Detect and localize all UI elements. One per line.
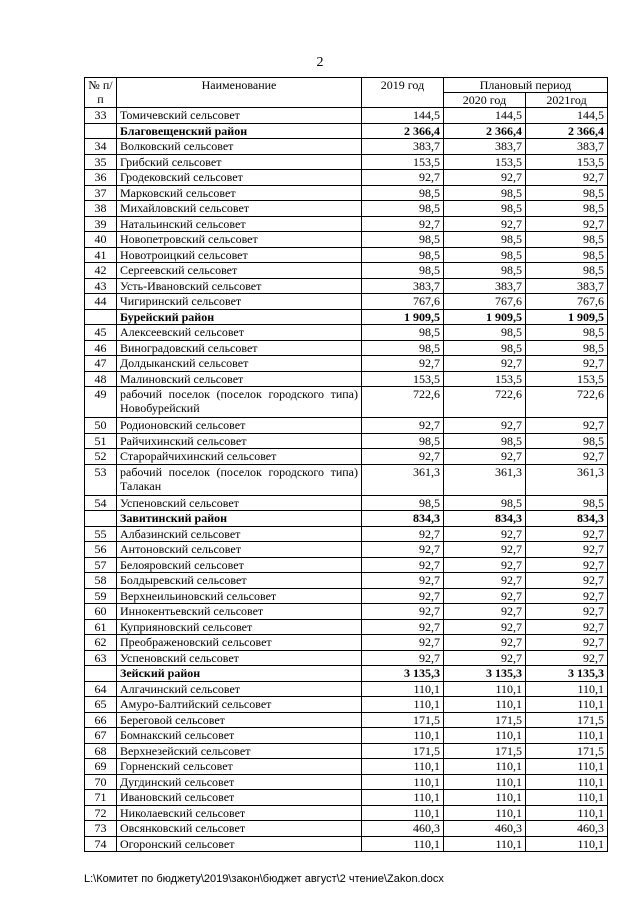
- row-number: 39: [85, 216, 117, 232]
- table-row: [85, 712, 608, 728]
- value-2019: 2 366,4: [362, 123, 444, 139]
- value-2020: 460,3: [444, 821, 526, 837]
- table-row: [85, 263, 608, 279]
- value-2019: 383,7: [362, 278, 444, 294]
- value-2021: 1 909,5: [526, 309, 608, 325]
- value-2020: 92,7: [444, 604, 526, 620]
- table-row: [85, 697, 608, 713]
- table-row: [85, 619, 608, 635]
- settlement-name: Чигиринский сельсовет: [117, 294, 362, 310]
- settlement-name: Марковский сельсовет: [117, 185, 362, 201]
- value-2021: 767,6: [526, 294, 608, 310]
- value-2019: 92,7: [362, 542, 444, 558]
- settlement-name: Волковский сельсовет: [117, 139, 362, 155]
- row-number: 38: [85, 201, 117, 217]
- row-number: 43: [85, 278, 117, 294]
- value-2020: 722,6: [444, 387, 526, 418]
- row-number: 45: [85, 325, 117, 341]
- table-row: [85, 743, 608, 759]
- row-number: 72: [85, 805, 117, 821]
- value-2019: 98,5: [362, 232, 444, 248]
- value-2019: 92,7: [362, 635, 444, 651]
- district-name: Завитинский район: [117, 511, 362, 527]
- value-2019: 1 909,5: [362, 309, 444, 325]
- value-2019: 98,5: [362, 185, 444, 201]
- settlement-name: Малиновский сельсовет: [117, 371, 362, 387]
- value-2021: 92,7: [526, 588, 608, 604]
- row-number: 41: [85, 247, 117, 263]
- row-number: 34: [85, 139, 117, 155]
- value-2021: 92,7: [526, 557, 608, 573]
- table-row: [85, 185, 608, 201]
- value-2021: 110,1: [526, 805, 608, 821]
- settlement-name: Дугдинский сельсовет: [117, 774, 362, 790]
- table-row: [85, 635, 608, 651]
- settlement-name: Амуро-Балтийский сельсовет: [117, 697, 362, 713]
- table-row: [85, 464, 608, 495]
- value-2020: 110,1: [444, 836, 526, 852]
- settlement-name: рабочий поселок (поселок городского типа) Новобурейский: [117, 387, 362, 418]
- value-2019: 98,5: [362, 325, 444, 341]
- value-2021: 383,7: [526, 139, 608, 155]
- settlement-name: Огоронский сельсовет: [117, 836, 362, 852]
- value-2021: 92,7: [526, 449, 608, 465]
- row-number: 66: [85, 712, 117, 728]
- table-row: [85, 201, 608, 217]
- table-row: [85, 139, 608, 155]
- settlement-name: Успеновский сельсовет: [117, 495, 362, 511]
- value-2020: 110,1: [444, 681, 526, 697]
- header-2019: 2019 год: [362, 78, 444, 108]
- value-2021: 92,7: [526, 216, 608, 232]
- table-row: [85, 170, 608, 186]
- settlement-name: рабочий поселок (поселок городского типа) Талакан: [117, 464, 362, 495]
- settlement-name: Бомнакский сельсовет: [117, 728, 362, 744]
- value-2021: 110,1: [526, 728, 608, 744]
- value-2021: 92,7: [526, 604, 608, 620]
- value-2020: 92,7: [444, 356, 526, 372]
- value-2019: 460,3: [362, 821, 444, 837]
- value-2019: 171,5: [362, 743, 444, 759]
- row-number: [85, 511, 117, 527]
- value-2019: 92,7: [362, 170, 444, 186]
- row-number: 68: [85, 743, 117, 759]
- table-row: [85, 604, 608, 620]
- settlement-name: Иннокентьевский сельсовет: [117, 604, 362, 620]
- value-2020: 383,7: [444, 278, 526, 294]
- value-2019: 110,1: [362, 790, 444, 806]
- value-2021: 92,7: [526, 356, 608, 372]
- settlement-name: Белояровский сельсовет: [117, 557, 362, 573]
- district-row: [85, 666, 608, 682]
- value-2020: 767,6: [444, 294, 526, 310]
- table-row: [85, 759, 608, 775]
- value-2021: 98,5: [526, 325, 608, 341]
- value-2021: 153,5: [526, 371, 608, 387]
- settlement-name: Антоновский сельсовет: [117, 542, 362, 558]
- value-2020: 361,3: [444, 464, 526, 495]
- value-2021: 110,1: [526, 697, 608, 713]
- table-row: [85, 356, 608, 372]
- settlement-name: Долдыканский сельсовет: [117, 356, 362, 372]
- table-row: [85, 449, 608, 465]
- row-number: 58: [85, 573, 117, 589]
- value-2020: 92,7: [444, 526, 526, 542]
- value-2019: 110,1: [362, 759, 444, 775]
- value-2021: 144,5: [526, 108, 608, 124]
- table-row: [85, 805, 608, 821]
- file-path-footer: L:\Комитет по бюджету\2019\закон\бюджет август\2 чтение\Zakon.docx: [84, 873, 444, 885]
- value-2021: 98,5: [526, 495, 608, 511]
- value-2019: 834,3: [362, 511, 444, 527]
- value-2020: 92,7: [444, 588, 526, 604]
- value-2021: 171,5: [526, 712, 608, 728]
- value-2020: 98,5: [444, 263, 526, 279]
- settlement-name: Алексеевский сельсовет: [117, 325, 362, 341]
- settlement-name: Усть-Ивановский сельсовет: [117, 278, 362, 294]
- row-number: 60: [85, 604, 117, 620]
- value-2020: 3 135,3: [444, 666, 526, 682]
- value-2021: 98,5: [526, 247, 608, 263]
- budget-table: [84, 77, 608, 852]
- value-2020: 92,7: [444, 650, 526, 666]
- row-number: [85, 666, 117, 682]
- value-2019: 110,1: [362, 728, 444, 744]
- settlement-name: Старорайчихинский сельсовет: [117, 449, 362, 465]
- value-2021: 110,1: [526, 759, 608, 775]
- value-2020: 98,5: [444, 495, 526, 511]
- table-row: [85, 542, 608, 558]
- settlement-name: Куприяновский сельсовет: [117, 619, 362, 635]
- header-plan-period: Плановый период: [444, 78, 608, 93]
- row-number: 67: [85, 728, 117, 744]
- value-2021: 110,1: [526, 790, 608, 806]
- value-2019: 92,7: [362, 588, 444, 604]
- value-2019: 98,5: [362, 495, 444, 511]
- row-number: 42: [85, 263, 117, 279]
- settlement-name: Михайловский сельсовет: [117, 201, 362, 217]
- table-row: [85, 433, 608, 449]
- row-number: 49: [85, 387, 117, 418]
- row-number: 64: [85, 681, 117, 697]
- row-number: 44: [85, 294, 117, 310]
- value-2019: 92,7: [362, 619, 444, 635]
- value-2021: 98,5: [526, 185, 608, 201]
- settlement-name: Верхнеильиновский сельсовет: [117, 588, 362, 604]
- value-2020: 98,5: [444, 433, 526, 449]
- value-2020: 98,5: [444, 247, 526, 263]
- value-2020: 153,5: [444, 371, 526, 387]
- header-name: Наименование: [117, 78, 362, 108]
- table-row: [85, 728, 608, 744]
- row-number: 47: [85, 356, 117, 372]
- settlement-name: Ивановский сельсовет: [117, 790, 362, 806]
- settlement-name: Успеновский сельсовет: [117, 650, 362, 666]
- value-2020: 92,7: [444, 573, 526, 589]
- settlement-name: Преображеновский сельсовет: [117, 635, 362, 651]
- table-row: [85, 294, 608, 310]
- settlement-name: Виноградовский сельсовет: [117, 340, 362, 356]
- table-row: [85, 573, 608, 589]
- settlement-name: Родионовский сельсовет: [117, 418, 362, 434]
- value-2020: 98,5: [444, 232, 526, 248]
- row-number: 37: [85, 185, 117, 201]
- value-2021: 98,5: [526, 433, 608, 449]
- row-number: 46: [85, 340, 117, 356]
- value-2020: 98,5: [444, 201, 526, 217]
- value-2020: 92,7: [444, 542, 526, 558]
- value-2019: 722,6: [362, 387, 444, 418]
- row-number: 65: [85, 697, 117, 713]
- row-number: 51: [85, 433, 117, 449]
- table-row: [85, 216, 608, 232]
- value-2020: 92,7: [444, 170, 526, 186]
- value-2019: 361,3: [362, 464, 444, 495]
- row-number: [85, 309, 117, 325]
- row-number: 69: [85, 759, 117, 775]
- table-row: [85, 557, 608, 573]
- value-2020: 834,3: [444, 511, 526, 527]
- value-2019: 98,5: [362, 263, 444, 279]
- table-row: [85, 108, 608, 124]
- value-2019: 153,5: [362, 154, 444, 170]
- value-2020: 98,5: [444, 325, 526, 341]
- settlement-name: Райчихинский сельсовет: [117, 433, 362, 449]
- row-number: 35: [85, 154, 117, 170]
- settlement-name: Верхнезейский сельсовет: [117, 743, 362, 759]
- table-row: [85, 371, 608, 387]
- settlement-name: Албазинский сельсовет: [117, 526, 362, 542]
- value-2021: 92,7: [526, 170, 608, 186]
- value-2019: 3 135,3: [362, 666, 444, 682]
- value-2021: 110,1: [526, 681, 608, 697]
- table-row: [85, 681, 608, 697]
- value-2021: 92,7: [526, 418, 608, 434]
- value-2021: 2 366,4: [526, 123, 608, 139]
- value-2019: 110,1: [362, 805, 444, 821]
- value-2020: 1 909,5: [444, 309, 526, 325]
- row-number: 54: [85, 495, 117, 511]
- row-number: 33: [85, 108, 117, 124]
- row-number: [85, 123, 117, 139]
- value-2020: 92,7: [444, 557, 526, 573]
- value-2020: 98,5: [444, 185, 526, 201]
- value-2020: 153,5: [444, 154, 526, 170]
- value-2020: 144,5: [444, 108, 526, 124]
- value-2019: 110,1: [362, 836, 444, 852]
- value-2019: 92,7: [362, 356, 444, 372]
- table-row: [85, 790, 608, 806]
- value-2019: 110,1: [362, 774, 444, 790]
- table-header: [85, 78, 608, 108]
- row-number: 57: [85, 557, 117, 573]
- value-2019: 110,1: [362, 681, 444, 697]
- value-2020: 110,1: [444, 759, 526, 775]
- value-2021: 834,3: [526, 511, 608, 527]
- value-2020: 92,7: [444, 216, 526, 232]
- value-2021: 361,3: [526, 464, 608, 495]
- value-2021: 3 135,3: [526, 666, 608, 682]
- row-number: 74: [85, 836, 117, 852]
- value-2019: 92,7: [362, 449, 444, 465]
- row-number: 62: [85, 635, 117, 651]
- district-name: Благовещенский район: [117, 123, 362, 139]
- value-2020: 110,1: [444, 728, 526, 744]
- value-2019: 92,7: [362, 216, 444, 232]
- settlement-name: Новопетровский сельсовет: [117, 232, 362, 248]
- value-2019: 153,5: [362, 371, 444, 387]
- settlement-name: Николаевский сельсовет: [117, 805, 362, 821]
- table-row: [85, 526, 608, 542]
- settlement-name: Горненский сельсовет: [117, 759, 362, 775]
- row-number: 70: [85, 774, 117, 790]
- settlement-name: Алгачинский сельсовет: [117, 681, 362, 697]
- district-name: Зейский район: [117, 666, 362, 682]
- table-row: [85, 340, 608, 356]
- table-row: [85, 232, 608, 248]
- row-number: 52: [85, 449, 117, 465]
- value-2020: 92,7: [444, 635, 526, 651]
- value-2021: 92,7: [526, 650, 608, 666]
- value-2020: 92,7: [444, 449, 526, 465]
- table-row: [85, 588, 608, 604]
- row-number: 63: [85, 650, 117, 666]
- settlement-name: Береговой сельсовет: [117, 712, 362, 728]
- value-2021: 92,7: [526, 542, 608, 558]
- settlement-name: Гродековский сельсовет: [117, 170, 362, 186]
- settlement-name: Томичевский сельсовет: [117, 108, 362, 124]
- value-2021: 92,7: [526, 619, 608, 635]
- settlement-name: Грибский сельсовет: [117, 154, 362, 170]
- district-name: Бурейский район: [117, 309, 362, 325]
- value-2019: 98,5: [362, 340, 444, 356]
- table-row: [85, 154, 608, 170]
- value-2020: 110,1: [444, 790, 526, 806]
- value-2021: 171,5: [526, 743, 608, 759]
- table-row: [85, 325, 608, 341]
- settlement-name: Сергеевский сельсовет: [117, 263, 362, 279]
- value-2019: 98,5: [362, 201, 444, 217]
- value-2021: 98,5: [526, 340, 608, 356]
- value-2020: 92,7: [444, 619, 526, 635]
- table-row: [85, 836, 608, 852]
- value-2019: 110,1: [362, 697, 444, 713]
- settlement-name: Болдыревский сельсовет: [117, 573, 362, 589]
- value-2020: 383,7: [444, 139, 526, 155]
- value-2020: 110,1: [444, 697, 526, 713]
- value-2021: 98,5: [526, 263, 608, 279]
- value-2020: 171,5: [444, 743, 526, 759]
- table-row: [85, 247, 608, 263]
- value-2021: 722,6: [526, 387, 608, 418]
- settlement-name: Новотроицкий сельсовет: [117, 247, 362, 263]
- row-number: 55: [85, 526, 117, 542]
- row-number: 36: [85, 170, 117, 186]
- header-num: № п/п: [85, 78, 117, 108]
- header-2021: 2021год: [526, 93, 608, 108]
- row-number: 73: [85, 821, 117, 837]
- value-2021: 153,5: [526, 154, 608, 170]
- value-2021: 92,7: [526, 573, 608, 589]
- value-2021: 98,5: [526, 201, 608, 217]
- value-2019: 92,7: [362, 604, 444, 620]
- district-row: [85, 309, 608, 325]
- table-row: [85, 495, 608, 511]
- value-2020: 110,1: [444, 805, 526, 821]
- value-2020: 92,7: [444, 418, 526, 434]
- value-2021: 92,7: [526, 526, 608, 542]
- value-2020: 2 366,4: [444, 123, 526, 139]
- value-2021: 383,7: [526, 278, 608, 294]
- value-2021: 98,5: [526, 232, 608, 248]
- table-row: [85, 387, 608, 418]
- row-number: 61: [85, 619, 117, 635]
- district-row: [85, 511, 608, 527]
- value-2021: 110,1: [526, 836, 608, 852]
- row-number: 50: [85, 418, 117, 434]
- row-number: 56: [85, 542, 117, 558]
- value-2021: 460,3: [526, 821, 608, 837]
- row-number: 53: [85, 464, 117, 495]
- value-2020: 98,5: [444, 340, 526, 356]
- row-number: 71: [85, 790, 117, 806]
- value-2019: 98,5: [362, 247, 444, 263]
- value-2021: 92,7: [526, 635, 608, 651]
- settlement-name: Натальинский сельсовет: [117, 216, 362, 232]
- value-2019: 92,7: [362, 573, 444, 589]
- value-2019: 767,6: [362, 294, 444, 310]
- value-2020: 110,1: [444, 774, 526, 790]
- value-2019: 92,7: [362, 526, 444, 542]
- value-2019: 98,5: [362, 433, 444, 449]
- table-row: [85, 418, 608, 434]
- value-2019: 92,7: [362, 650, 444, 666]
- table-body: [85, 108, 608, 852]
- row-number: 40: [85, 232, 117, 248]
- value-2019: 92,7: [362, 557, 444, 573]
- header-2020: 2020 год: [444, 93, 526, 108]
- settlement-name: Овсянковский сельсовет: [117, 821, 362, 837]
- value-2019: 144,5: [362, 108, 444, 124]
- table-row: [85, 821, 608, 837]
- value-2019: 171,5: [362, 712, 444, 728]
- value-2021: 110,1: [526, 774, 608, 790]
- value-2019: 92,7: [362, 418, 444, 434]
- table-row: [85, 774, 608, 790]
- table-row: [85, 650, 608, 666]
- district-row: [85, 123, 608, 139]
- row-number: 59: [85, 588, 117, 604]
- value-2019: 383,7: [362, 139, 444, 155]
- value-2020: 171,5: [444, 712, 526, 728]
- page-number: 2: [316, 55, 324, 70]
- table-row: [85, 278, 608, 294]
- row-number: 48: [85, 371, 117, 387]
